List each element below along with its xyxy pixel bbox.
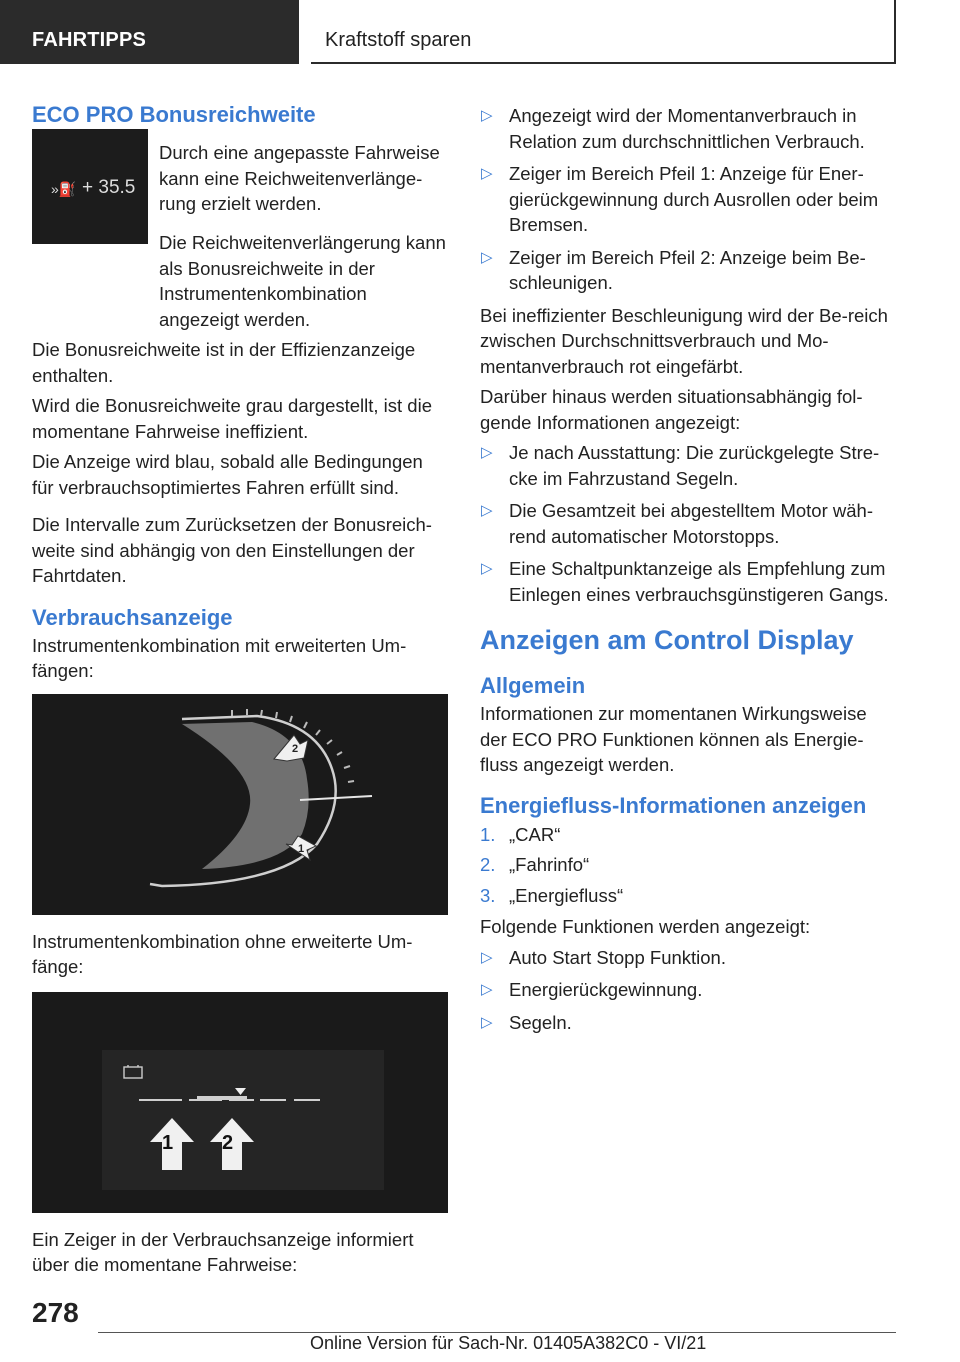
step-number: 3. <box>480 884 496 906</box>
cluster-gauge-illustration <box>32 694 448 915</box>
left-column <box>32 100 448 1283</box>
eco-display-value: + 35.5 <box>82 177 136 198</box>
paragraph: Die Reichweitenverlängerung kann als Bonusreichweite in der Instrumentenkombination angezeigt werden. <box>159 232 446 330</box>
figure-extended-cluster <box>32 694 448 915</box>
step-item <box>480 822 896 848</box>
arrow-1-label: 1 <box>298 842 305 855</box>
heading-allgemein: Allgemein <box>480 673 586 698</box>
paragraph: Bei ineffizienter Beschleunigung wird der Be-reich zwischen Durchschnittsverbrauch und Mo-mentanverbrauch rot eingefärbt. <box>480 304 888 377</box>
paragraph: Darüber hinaus werden situationsabhängig fol-gende Informationen angezeigt: <box>480 386 863 433</box>
list-item: ▷ Zeiger im Bereich Pfeil 2: Anzeige beim Be-schleunigen. <box>480 245 896 296</box>
consumption-gauge-illustration <box>32 992 448 1213</box>
functions-list <box>480 945 896 1036</box>
paragraph: Informationen zur momentanen Wirkungsweise der ECO PRO Funktionen können als Energie-fluss angezeigt werden. <box>480 703 867 775</box>
paragraph: Instrumentenkombination ohne erweiterte Um-fänge: <box>32 930 413 977</box>
fuel-pump-icon: »⛽ <box>51 181 77 197</box>
step-text: „Fahrinfo“ <box>509 854 590 875</box>
paragraph: Instrumentenkombination mit erweiterten Um-fängen: <box>32 634 407 681</box>
list-item: ▷ Eine Schaltpunktanzeige als Empfehlung zum Einlegen eines verbrauchsgünstigeren Gangs. <box>480 556 896 607</box>
pointer-info-list <box>480 103 896 296</box>
list-item: ▷ Energierückgewinnung. <box>480 977 896 1003</box>
figure-standard-cluster <box>32 992 448 1213</box>
paragraph: Die Bonusreichweite ist in der Effizienzanzeige enthalten. <box>32 339 416 386</box>
header-chapter-box <box>311 0 896 64</box>
heading-eco-pro-bonus: ECO PRO Bonusreichweite <box>32 102 316 127</box>
eco-display-image <box>32 129 148 244</box>
eco-text <box>159 140 448 222</box>
header-section-tab <box>0 0 299 64</box>
heading-control-display: Anzeigen am Control Display <box>480 625 854 655</box>
list-item: ▷ Segeln. <box>480 1010 896 1036</box>
right-column <box>480 100 896 1042</box>
list-item: ▷ Angezeigt wird der Momentanverbrauch in Relation zum durchschnittlichen Verbrauch. <box>480 103 896 154</box>
heading-verbrauchsanzeige: Verbrauchsanzeige <box>32 604 233 630</box>
paragraph: Wird die Bonusreichweite grau dargestellt, ist die momentane Fahrweise ineffizient. <box>32 395 432 442</box>
situational-info-list <box>480 440 896 607</box>
heading-energiefluss: Energiefluss-Informationen anzeigen <box>480 792 867 818</box>
paragraph: Die Intervalle zum Zurücksetzen der Bonusreich-weite sind abhängig von den Einstellungen der Fahrtdaten. <box>32 514 432 586</box>
page-number: 278 <box>32 1297 79 1328</box>
eco-bonus-block <box>32 100 448 290</box>
list-item: ▷ Die Gesamtzeit bei abgestelltem Motor wäh-rend automatischer Motorstopps. <box>480 498 896 549</box>
step-text: „Energiefluss“ <box>509 884 624 906</box>
paragraph: Ein Zeiger in der Verbrauchsanzeige informiert über die momentane Fahrweise: <box>32 1228 414 1275</box>
arrow-2-label: 2 <box>222 1131 234 1154</box>
step-number: 1. <box>480 823 496 845</box>
step-item <box>480 883 896 909</box>
step-number: 2. <box>480 854 496 875</box>
arrow-2-label: 2 <box>292 742 299 755</box>
header-chapter-title: Kraftstoff sparen <box>325 29 472 51</box>
footer-note: Online Version für Sach-Nr. 01405A382C0 - VI/21 <box>310 1333 707 1353</box>
step-item <box>480 852 896 878</box>
list-item: ▷ Je nach Ausstattung: Die zurückgelegte Stre-cke im Fahrzustand Segeln. <box>480 440 896 491</box>
paragraph: Durch eine angepasste Fahrweise kann eine Reichweitenverlänge-rung erzielt werden. <box>159 142 440 214</box>
steps-list <box>480 822 896 909</box>
list-item: ▷ Auto Start Stopp Funktion. <box>480 945 896 971</box>
step-text: „CAR“ <box>509 823 561 845</box>
list-item: ▷ Zeiger im Bereich Pfeil 1: Anzeige für Ener-gierückgewinnung durch Ausrollen oder beim Bremsen. <box>480 161 896 238</box>
header-section-title: FAHRTIPPS <box>32 29 147 51</box>
arrow-1-label: 1 <box>162 1131 174 1154</box>
paragraph: Die Anzeige wird blau, sobald alle Bedingungen für verbrauchsoptimiertes Fahren erfüllt sind. <box>32 451 423 498</box>
paragraph: Folgende Funktionen werden angezeigt: <box>480 916 811 937</box>
